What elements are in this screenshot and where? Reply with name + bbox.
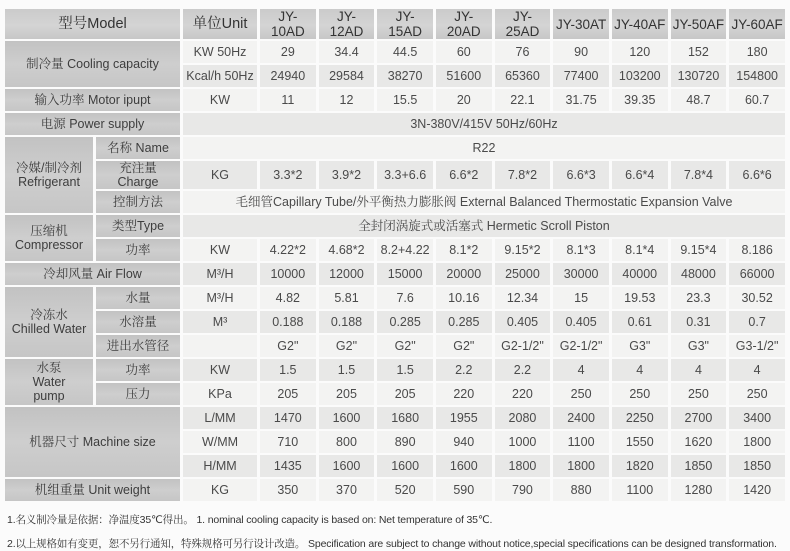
spec-value-compressor-power: 8.1*3 [553, 239, 609, 261]
spec-value-pump-pressure: 250 [553, 383, 609, 405]
spec-value-pump-pressure: 205 [319, 383, 375, 405]
spec-value-machine-length: 1680 [377, 407, 433, 429]
unit-cell-water-volume: M³ [183, 311, 257, 333]
group-label-water-pump [5, 359, 93, 405]
row-pipe-diameter [5, 335, 785, 357]
spec-value-machine-width: 940 [436, 431, 492, 453]
spec-value-unit-weight: 1100 [612, 479, 668, 501]
spec-value-pump-pressure: 205 [377, 383, 433, 405]
row-water-volume [5, 311, 785, 333]
spec-value-cooling-kw: 90 [553, 41, 609, 63]
spec-value-charge: 6.6*2 [436, 161, 492, 189]
spec-value-machine-height: 1600 [436, 455, 492, 477]
unit-cell-charge: KG [183, 161, 257, 189]
row-unit-weight [5, 479, 785, 501]
row-compressor-type [5, 215, 785, 237]
spec-value-motor-input: 60.7 [729, 89, 785, 111]
model-column-header: JY-10AD [260, 9, 316, 39]
spec-value-machine-length: 1955 [436, 407, 492, 429]
footnotes [2, 503, 788, 551]
spec-value-pipe-diameter: G2-1/2" [553, 335, 609, 357]
sublabel-compressor-power: 功率 [96, 239, 180, 261]
spec-value-pump-power: 2.2 [495, 359, 551, 381]
model-column-header: JY-20AD [436, 9, 492, 39]
model-column-header: JY-60AF [729, 9, 785, 39]
spec-value-pump-power: 1.5 [260, 359, 316, 381]
spec-value-motor-input: 20 [436, 89, 492, 111]
spec-value-unit-weight: 350 [260, 479, 316, 501]
group-label-compressor-zh: 压缩机 [30, 224, 68, 239]
spec-value-charge: 6.6*3 [553, 161, 609, 189]
spec-value-motor-input: 11 [260, 89, 316, 111]
model-column-header: JY-12AD [319, 9, 375, 39]
footnote-1: 1.名义制冷量是依据：净温度35℃得出。 1. nominal cooling capacity is based on: Net temperature of 35℃. [7, 514, 493, 527]
spec-value-water-flow: 30.52 [729, 287, 785, 309]
spec-value-pump-pressure: 205 [260, 383, 316, 405]
spec-value-water-volume: 0.285 [377, 311, 433, 333]
unit-cell-motor-input: KW [183, 89, 257, 111]
spec-value-charge: 7.8*4 [671, 161, 727, 189]
spec-value-compressor-power: 4.68*2 [319, 239, 375, 261]
merged-value-control-method: 毛细管Capillary Tube/外平衡热力膨胀阀 External Balanced Thermostatic Expansion Valve [183, 191, 785, 213]
spec-value-pump-pressure: 220 [436, 383, 492, 405]
spec-value-airflow: 48000 [671, 263, 727, 285]
spec-value-compressor-power: 4.22*2 [260, 239, 316, 261]
spec-value-machine-width: 800 [319, 431, 375, 453]
group-label-refrigerant-zh: 冷媒/制冷剂 [16, 161, 82, 176]
unit-cell-machine-width: W/MM [183, 431, 257, 453]
unit-cell-pipe-diameter [183, 335, 257, 357]
model-column-header: JY-15AD [377, 9, 433, 39]
spec-value-pipe-diameter: G2-1/2" [495, 335, 551, 357]
spec-value-pipe-diameter: G3" [612, 335, 668, 357]
spec-value-cooling-kcal: 24940 [260, 65, 316, 87]
row-charge [5, 161, 785, 189]
unit-cell-machine-length: L/MM [183, 407, 257, 429]
spec-value-cooling-kcal: 38270 [377, 65, 433, 87]
spec-value-water-volume: 0.31 [671, 311, 727, 333]
row-label-unit-weight: 机组重量 Unit weight [5, 479, 180, 501]
unit-header-cell: 单位Unit [183, 9, 257, 39]
spec-value-water-flow: 12.34 [495, 287, 551, 309]
spec-value-cooling-kcal: 103200 [612, 65, 668, 87]
spec-value-compressor-power: 8.1*4 [612, 239, 668, 261]
spec-value-machine-width: 1000 [495, 431, 551, 453]
sublabel-compressor-type: 类型Type [96, 215, 180, 237]
spec-value-machine-height: 1600 [319, 455, 375, 477]
spec-value-cooling-kcal: 154800 [729, 65, 785, 87]
row-machine-length [5, 407, 785, 429]
spec-value-charge: 6.6*6 [729, 161, 785, 189]
spec-value-airflow: 25000 [495, 263, 551, 285]
row-label-power-supply: 电源 Power supply [5, 113, 180, 135]
model-column-header: JY-25AD [495, 9, 551, 39]
spec-value-machine-width: 1550 [612, 431, 668, 453]
model-column-header: JY-40AF [612, 9, 668, 39]
row-label-machine-size: 机器尺寸 Machine size [5, 407, 180, 477]
spec-value-water-flow: 7.6 [377, 287, 433, 309]
header-row [5, 9, 785, 39]
sublabel-pump-pressure: 压力 [96, 383, 180, 405]
spec-value-unit-weight: 370 [319, 479, 375, 501]
spec-value-airflow: 12000 [319, 263, 375, 285]
sublabel-control-method: 控制方法 [96, 191, 180, 213]
spec-value-compressor-power: 9.15*4 [671, 239, 727, 261]
spec-value-machine-length: 1470 [260, 407, 316, 429]
spec-value-water-flow: 15 [553, 287, 609, 309]
group-label-refrigerant-en: Refrigerant [18, 175, 80, 190]
group-label-refrigerant [5, 137, 93, 213]
spec-value-compressor-power: 8.186 [729, 239, 785, 261]
spec-value-pump-pressure: 220 [495, 383, 551, 405]
spec-value-machine-length: 3400 [729, 407, 785, 429]
spec-value-pump-power: 4 [612, 359, 668, 381]
spec-value-cooling-kw: 152 [671, 41, 727, 63]
spec-value-water-flow: 23.3 [671, 287, 727, 309]
spec-value-charge: 3.3*2 [260, 161, 316, 189]
spec-value-motor-input: 12 [319, 89, 375, 111]
spec-value-cooling-kcal: 29584 [319, 65, 375, 87]
spec-value-machine-width: 890 [377, 431, 433, 453]
unit-cell-pump-power: KW [183, 359, 257, 381]
merged-value-compressor-type: 全封闭涡旋式或活塞式 Hermetic Scroll Piston [183, 215, 785, 237]
spec-value-pipe-diameter: G2" [436, 335, 492, 357]
spec-value-machine-width: 710 [260, 431, 316, 453]
row-refrigerant-name [5, 137, 785, 159]
spec-value-machine-length: 2080 [495, 407, 551, 429]
sublabel-water-volume: 水溶量 [96, 311, 180, 333]
spec-value-machine-length: 2400 [553, 407, 609, 429]
spec-value-pipe-diameter: G3-1/2" [729, 335, 785, 357]
spec-value-cooling-kw: 76 [495, 41, 551, 63]
spec-value-airflow: 15000 [377, 263, 433, 285]
spec-value-unit-weight: 520 [377, 479, 433, 501]
row-control-method [5, 191, 785, 213]
spec-value-pipe-diameter: G3" [671, 335, 727, 357]
spec-value-machine-width: 1620 [671, 431, 727, 453]
spec-value-unit-weight: 1420 [729, 479, 785, 501]
spec-value-charge: 6.6*4 [612, 161, 668, 189]
unit-cell-cooling-kcal: Kcal/h 50Hz [183, 65, 257, 87]
unit-cell-pump-pressure: KPa [183, 383, 257, 405]
row-label-cooling-capacity: 制冷量 Cooling capacity [5, 41, 180, 87]
spec-value-pump-power: 4 [729, 359, 785, 381]
sublabel-refrigerant-name: 名称 Name [96, 137, 180, 159]
spec-value-motor-input: 22.1 [495, 89, 551, 111]
model-column-header: JY-30AT [553, 9, 609, 39]
row-airflow [5, 263, 785, 285]
spec-value-pump-pressure: 250 [612, 383, 668, 405]
spec-value-water-volume: 0.188 [260, 311, 316, 333]
spec-value-pipe-diameter: G2" [260, 335, 316, 357]
spec-value-water-volume: 0.188 [319, 311, 375, 333]
spec-value-motor-input: 15.5 [377, 89, 433, 111]
spec-value-motor-input: 39.35 [612, 89, 668, 111]
sublabel-charge: 充注量 Charge [96, 161, 180, 189]
unit-cell-water-flow: M³/H [183, 287, 257, 309]
group-label-water-pump-zh: 水泵 [36, 361, 62, 376]
spec-value-motor-input: 31.75 [553, 89, 609, 111]
row-pump-power [5, 359, 785, 381]
spec-value-pump-pressure: 250 [729, 383, 785, 405]
group-label-compressor [5, 215, 93, 261]
spec-value-unit-weight: 790 [495, 479, 551, 501]
spec-value-pipe-diameter: G2" [319, 335, 375, 357]
spec-value-water-volume: 0.405 [495, 311, 551, 333]
spec-value-cooling-kw: 120 [612, 41, 668, 63]
row-power-supply [5, 113, 785, 135]
sublabel-pipe-diameter: 进出水管径 [96, 335, 180, 357]
spec-value-cooling-kw: 29 [260, 41, 316, 63]
spec-value-machine-height: 1800 [553, 455, 609, 477]
unit-cell-unit-weight: KG [183, 479, 257, 501]
spec-value-compressor-power: 8.1*2 [436, 239, 492, 261]
spec-value-machine-height: 1435 [260, 455, 316, 477]
group-label-chilled-water-en: Chilled Water [11, 322, 87, 337]
spec-value-water-flow: 10.16 [436, 287, 492, 309]
spec-value-charge: 7.8*2 [495, 161, 551, 189]
footnote-2: 2.以上规格如有变更，恕不另行通知，特殊规格可另行设计改造。 Specification are subject to change without notice,special specifications can be designed transformation. [7, 538, 777, 551]
spec-value-water-flow: 4.82 [260, 287, 316, 309]
sublabel-water-flow: 水量 [96, 287, 180, 309]
spec-value-unit-weight: 590 [436, 479, 492, 501]
spec-value-cooling-kcal: 51600 [436, 65, 492, 87]
unit-cell-machine-height: H/MM [183, 455, 257, 477]
group-label-compressor-en: Compressor [14, 238, 84, 253]
spec-value-machine-height: 1820 [612, 455, 668, 477]
spec-value-water-flow: 5.81 [319, 287, 375, 309]
row-pump-pressure [5, 383, 785, 405]
spec-value-machine-height: 1600 [377, 455, 433, 477]
spec-value-machine-length: 2700 [671, 407, 727, 429]
spec-value-unit-weight: 1280 [671, 479, 727, 501]
row-motor-input [5, 89, 785, 111]
sublabel-pump-power: 功率 [96, 359, 180, 381]
row-water-flow [5, 287, 785, 309]
spec-value-water-flow: 19.53 [612, 287, 668, 309]
spec-value-machine-height: 1850 [729, 455, 785, 477]
spec-value-airflow: 20000 [436, 263, 492, 285]
spec-value-water-volume: 0.61 [612, 311, 668, 333]
spec-table [2, 7, 788, 503]
spec-value-unit-weight: 880 [553, 479, 609, 501]
spec-value-machine-height: 1800 [495, 455, 551, 477]
spec-value-cooling-kw: 180 [729, 41, 785, 63]
spec-value-airflow: 30000 [553, 263, 609, 285]
spec-value-compressor-power: 8.2+4.22 [377, 239, 433, 261]
row-label-motor-input: 输入功率 Motor ipupt [5, 89, 180, 111]
spec-value-water-volume: 0.285 [436, 311, 492, 333]
spec-value-machine-height: 1850 [671, 455, 727, 477]
spec-value-charge: 3.3+6.6 [377, 161, 433, 189]
merged-value-power-supply: 3N-380V/415V 50Hz/60Hz [183, 113, 785, 135]
group-label-chilled-water [5, 287, 93, 357]
spec-value-machine-width: 1100 [553, 431, 609, 453]
spec-value-machine-width: 1800 [729, 431, 785, 453]
spec-value-pump-power: 1.5 [319, 359, 375, 381]
spec-value-machine-length: 1600 [319, 407, 375, 429]
model-column-header: JY-50AF [671, 9, 727, 39]
spec-value-airflow: 66000 [729, 263, 785, 285]
spec-value-cooling-kcal: 65360 [495, 65, 551, 87]
unit-cell-cooling-kw: KW 50Hz [183, 41, 257, 63]
spec-value-pipe-diameter: G2" [377, 335, 433, 357]
unit-cell-compressor-power: KW [183, 239, 257, 261]
spec-value-airflow: 40000 [612, 263, 668, 285]
spec-value-machine-length: 2250 [612, 407, 668, 429]
spec-value-cooling-kw: 34.4 [319, 41, 375, 63]
row-label-airflow: 冷却风量 Air Flow [5, 263, 180, 285]
spec-value-cooling-kcal: 77400 [553, 65, 609, 87]
spec-value-motor-input: 48.7 [671, 89, 727, 111]
spec-value-cooling-kw: 44.5 [377, 41, 433, 63]
spec-value-pump-pressure: 250 [671, 383, 727, 405]
unit-cell-airflow: M³/H [183, 263, 257, 285]
spec-value-pump-power: 1.5 [377, 359, 433, 381]
spec-value-pump-power: 2.2 [436, 359, 492, 381]
model-header-cell: 型号Model [5, 9, 180, 39]
row-cooling-kw [5, 41, 785, 63]
spec-value-pump-power: 4 [671, 359, 727, 381]
merged-value-refrigerant-name: R22 [183, 137, 785, 159]
spec-value-water-volume: 0.405 [553, 311, 609, 333]
group-label-chilled-water-zh: 冷冻水 [30, 308, 68, 323]
row-compressor-power [5, 239, 785, 261]
spec-value-airflow: 10000 [260, 263, 316, 285]
spec-value-compressor-power: 9.15*2 [495, 239, 551, 261]
spec-value-cooling-kcal: 130720 [671, 65, 727, 87]
spec-value-charge: 3.9*2 [319, 161, 375, 189]
spec-value-water-volume: 0.7 [729, 311, 785, 333]
spec-value-pump-power: 4 [553, 359, 609, 381]
group-label-water-pump-en: Water pump [32, 375, 66, 404]
spec-value-cooling-kw: 60 [436, 41, 492, 63]
